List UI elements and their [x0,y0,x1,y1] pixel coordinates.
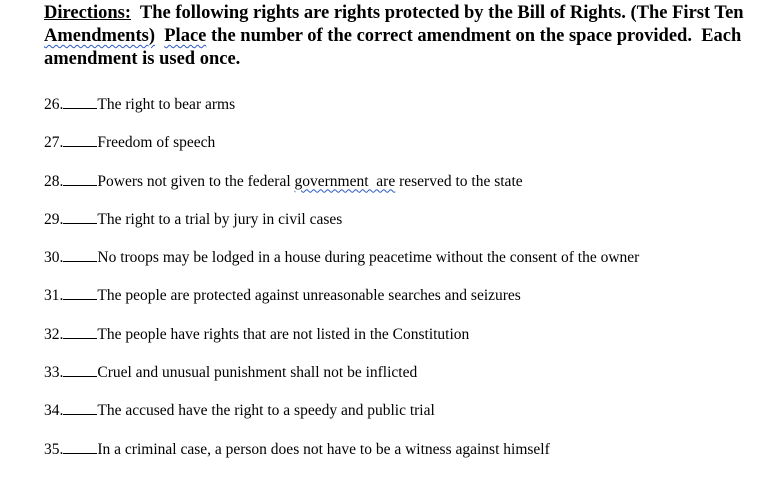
question-number: 35. [44,440,64,458]
question-number: 28. [44,172,64,190]
directions-label: Directions: [44,3,131,23]
question-number: 33. [44,364,64,382]
question-item [44,362,769,400]
question-text-after: reserved to the state [395,172,523,190]
question-number: 30. [44,249,64,267]
directions-text-part2 [155,26,164,46]
question-number: 27. [44,134,64,152]
question-text: In a criminal case, a person does not have to be a witness against himself [97,440,550,458]
question-number: 31. [44,287,64,305]
question-item [44,285,769,323]
directions-text-part1: The following rights are rights protected by the Bill of Rights. (The First Ten [131,3,748,23]
answer-blank[interactable] [63,94,97,109]
question-item [44,400,769,438]
question-number: 29. [44,210,64,228]
question-text: Freedom of speech [97,134,216,152]
question-number: 26. [44,96,64,113]
question-list [44,94,769,477]
question-number: 32. [44,325,64,343]
answer-blank[interactable] [63,171,97,186]
directions-spellcheck-word-1: Amendments) [44,26,155,46]
spellcheck-phrase: government are [294,172,396,190]
answer-blank[interactable] [63,285,97,300]
question-text: The accused have the right to a speedy and public trial [97,402,435,420]
question-text: The people have rights that are not listed in the Constitution [97,325,470,343]
directions-spellcheck-word-2: Place [164,26,207,46]
question-item [44,132,769,170]
directions-text-part3: the number of the correct amendment on the space provided. Each amendment is used once. [44,26,746,69]
question-text: The right to bear arms [97,96,236,113]
question-number: 34. [44,402,64,420]
answer-blank[interactable] [63,439,97,454]
question-text: No troops may be lodged in a house during peacetime without the consent of the owner [97,249,640,267]
question-item [44,94,769,132]
question-item [44,439,769,477]
question-item [44,247,769,285]
question-text: The people are protected against unreasonable searches and seizures [97,287,521,305]
question-text: Cruel and unusual punishment shall not be inflicted [97,364,418,382]
question-text: Powers not given to the federal [97,172,295,190]
answer-blank[interactable] [63,132,97,147]
answer-blank[interactable] [63,400,97,415]
answer-blank[interactable] [63,209,97,224]
question-item [44,324,769,362]
answer-blank[interactable] [63,324,97,339]
question-text: The right to a trial by jury in civil cases [97,210,343,228]
answer-blank[interactable] [63,247,97,262]
question-item [44,171,769,209]
directions-paragraph [44,2,769,71]
question-item [44,209,769,247]
answer-blank[interactable] [63,362,97,377]
